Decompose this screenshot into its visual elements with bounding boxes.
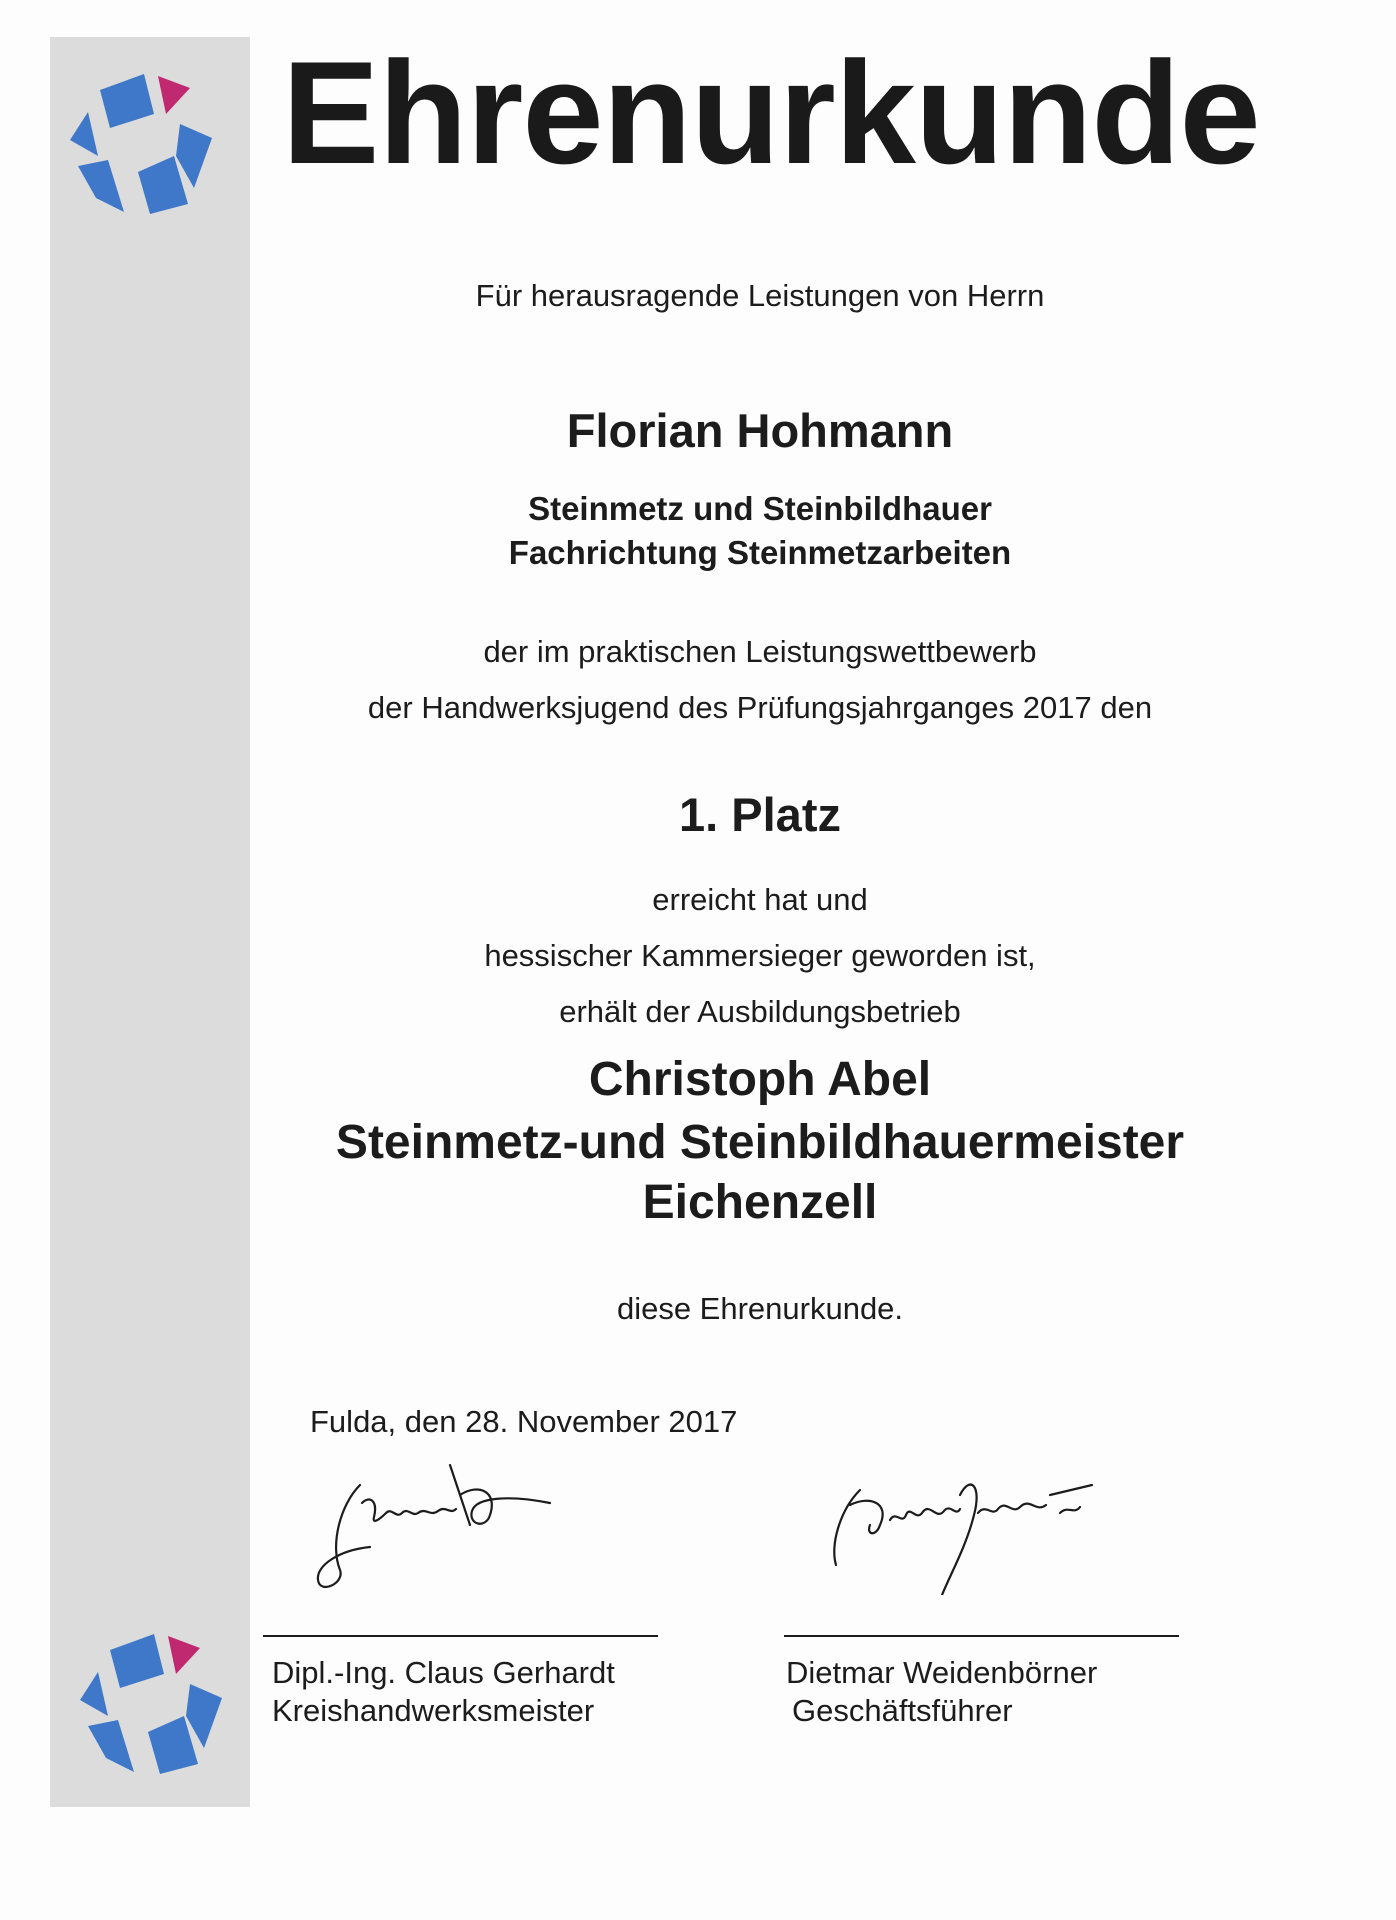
trade-line-2: Fachrichtung Steinmetzarbeiten bbox=[508, 534, 1012, 571]
emblem-logo-top bbox=[62, 62, 222, 222]
trade-line-1: Steinmetz und Steinbildhauer bbox=[528, 490, 992, 527]
text-line-5: erhält der Ausbildungsbetrieb bbox=[559, 994, 961, 1029]
company-line-2: Steinmetz-und Steinbildhauermeister bbox=[335, 1116, 1185, 1169]
signatory-right-role: Geschäftsführer bbox=[792, 1693, 1013, 1728]
signatory-right-name: Dietmar Weidenbörner bbox=[786, 1655, 1098, 1690]
emblem-logo-icon bbox=[72, 1622, 232, 1782]
company-line-1: Christoph Abel bbox=[588, 1053, 932, 1106]
recipient-name: Florian Hohmann bbox=[566, 404, 954, 457]
handwritten-signature-icon bbox=[810, 1455, 1100, 1595]
emblem-logo-bottom bbox=[72, 1622, 232, 1782]
text-line-2: der Handwerksjugend des Prüfungsjahrganges 2017 den bbox=[367, 690, 1153, 725]
text-line-4: hessischer Kammersieger geworden ist, bbox=[484, 938, 1036, 973]
signatory-left-name: Dipl.-Ing. Claus Gerhardt bbox=[272, 1655, 615, 1690]
signature-line-right bbox=[784, 1635, 1179, 1637]
signatory-left-role: Kreishandwerksmeister bbox=[272, 1693, 595, 1728]
handwritten-signature-icon bbox=[300, 1455, 560, 1595]
place-date: Fulda, den 28. November 2017 bbox=[310, 1404, 738, 1439]
emblem-logo-icon bbox=[62, 62, 222, 222]
signature-line-left bbox=[263, 1635, 658, 1637]
sidebar-band bbox=[50, 37, 250, 1807]
text-line-1: der im praktischen Leistungswettbewerb bbox=[483, 634, 1037, 669]
page-title: Ehrenurkunde bbox=[282, 31, 1260, 194]
signature-right bbox=[810, 1455, 1100, 1595]
closing-text: diese Ehrenurkunde. bbox=[616, 1291, 904, 1326]
company-line-3: Eichenzell bbox=[642, 1176, 878, 1229]
intro-text: Für herausragende Leistungen von Herrn bbox=[475, 278, 1045, 313]
signature-left bbox=[300, 1455, 560, 1595]
placement: 1. Platz bbox=[679, 788, 841, 841]
text-line-3: erreicht hat und bbox=[652, 882, 868, 917]
